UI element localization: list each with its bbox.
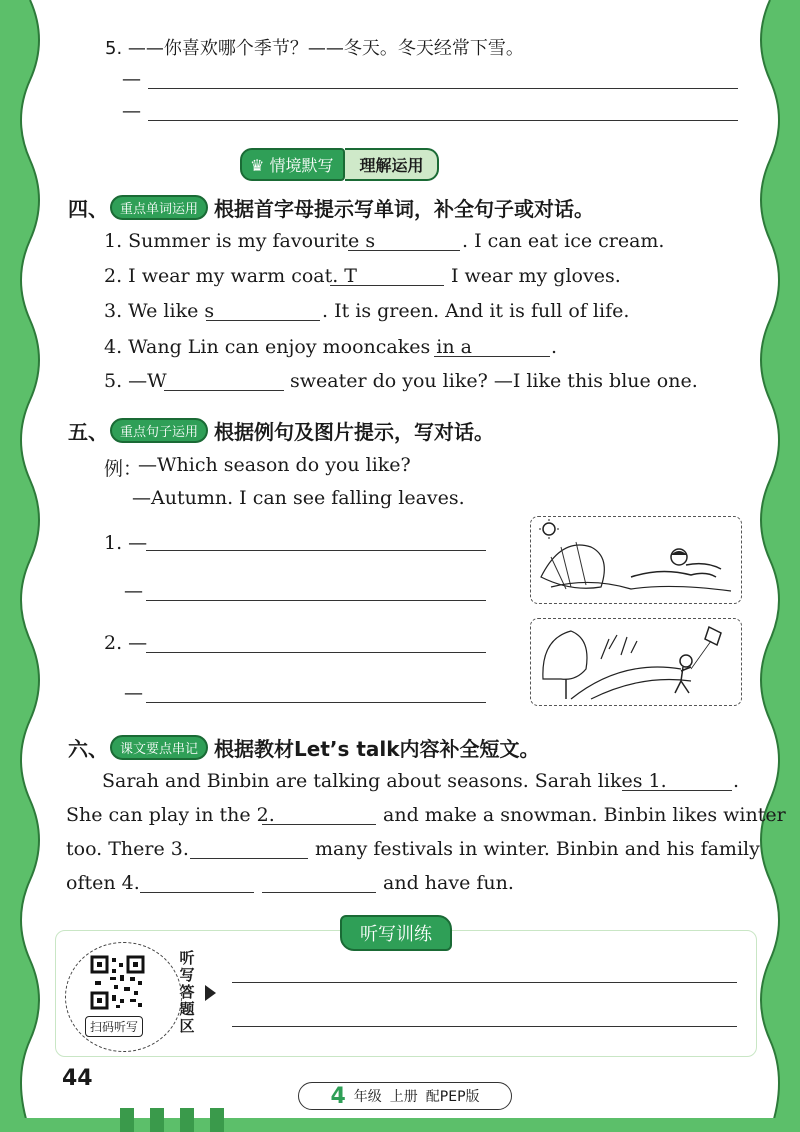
s4-item-4-b: . (551, 336, 558, 358)
s4-item-5-a: 5. —W (104, 370, 167, 392)
section-banner (240, 148, 439, 181)
dictation-title: 听写训练 (340, 915, 452, 951)
section-5-header: 五、 重点句子运用 根据例句及图片提示，写对话。 (68, 420, 495, 444)
s4-item-3-b: . It is green. And it is full of life. (322, 300, 630, 322)
medal-icon: ♛ (250, 156, 270, 175)
s4-item-2-b: I wear my gloves. (451, 265, 621, 287)
example-label: 例： (104, 458, 143, 480)
s4-item-1-a: 1. Summer is my favourite s (104, 230, 376, 252)
example-answer: —Autumn. I can see falling leaves. (132, 487, 465, 509)
s4-item-4-a: 4. Wang Lin can enjoy mooncakes in a (104, 336, 472, 358)
section-4-tag: 重点单词运用 (110, 195, 208, 220)
s5-item-2: 2. — (104, 632, 148, 654)
answer-line[interactable] (146, 652, 486, 653)
arrow-right-icon (205, 985, 216, 1001)
answer-line[interactable] (146, 550, 486, 551)
s5-item-2b: — (124, 682, 143, 704)
qr-code-icon[interactable] (90, 955, 145, 1010)
s6-line-1-post: . (733, 770, 740, 792)
answer-line[interactable] (146, 600, 486, 601)
swimming-illustration (531, 517, 741, 603)
s6-line-3-post: many festivals in winter. Binbin and his family (315, 838, 760, 860)
answer-line[interactable] (146, 702, 486, 703)
s4-item-5-b: sweater do you like? —I like this blue one. (290, 370, 698, 392)
answer-blank[interactable] (262, 892, 376, 893)
spring-kite-picture (530, 618, 742, 706)
banner-right: 理解运用 (345, 148, 439, 181)
section-5-tag: 重点句子运用 (110, 418, 208, 443)
answer-blank[interactable] (434, 356, 550, 357)
answer-blank[interactable] (190, 858, 308, 859)
left-decorative-border (0, 0, 52, 1132)
answer-line[interactable] (148, 88, 738, 89)
section-4-header: 四、 重点单词运用 根据首字母提示写单词，补全句子或对话。 (68, 197, 595, 221)
grade-number: 4 (330, 1083, 346, 1109)
s4-item-1-b: . I can eat ice cream. (462, 230, 665, 252)
q5-chinese-prompt: 5. ——你喜欢哪个季节？——冬天。冬天经常下雪。 (105, 38, 524, 59)
section-6-tag: 课文要点串记 (110, 735, 208, 760)
banner-left: ♛ 情境默写 (240, 148, 345, 181)
grade-text: 年级 (353, 1089, 382, 1105)
summer-swimming-picture (530, 516, 742, 604)
answer-area-label: 听 写 答 题 区 (179, 949, 195, 1035)
s4-item-3-a: 3. We like s (104, 300, 215, 322)
answer-blank[interactable] (206, 320, 320, 321)
s5-item-1b: — (124, 580, 143, 602)
s5-item-1: 1. — (104, 532, 148, 554)
example-question: —Which season do you like? (138, 454, 411, 476)
qr-label: 扫码听写 (85, 1016, 143, 1037)
s4-item-2-a: 2. I wear my warm coat. T (104, 265, 357, 287)
section-6-header: 六、 课文要点串记 根据教材Let’s talk内容补全短文。 (68, 737, 540, 761)
dictation-line[interactable] (232, 1026, 737, 1027)
answer-blank[interactable] (330, 285, 444, 286)
s6-line-2-post: and make a snowman. Binbin likes winter (383, 804, 786, 826)
page-number: 44 (62, 1066, 93, 1091)
answer-line[interactable] (148, 120, 738, 121)
kite-illustration (531, 619, 741, 705)
s6-line-2-pre: She can play in the 2. (66, 804, 275, 826)
s6-line-4-post: and have fun. (383, 872, 514, 894)
dictation-line[interactable] (232, 982, 737, 983)
answer-blank[interactable] (164, 390, 284, 391)
edition-text: 配PEP版 (425, 1089, 480, 1105)
term-text: 上册 (389, 1089, 418, 1105)
answer-blank[interactable] (348, 250, 460, 251)
s6-line-4-pre: often 4. (66, 872, 140, 894)
answer-blank[interactable] (262, 824, 376, 825)
s6-line-3-pre: too. There 3. (66, 838, 189, 860)
bottom-decorative-strip (0, 1100, 800, 1132)
answer-blank[interactable] (140, 892, 254, 893)
answer-blank[interactable] (622, 790, 732, 791)
q5-dash-1: — (122, 68, 141, 90)
s6-line-1-pre: Sarah and Binbin are talking about seasons. Sarah likes 1. (102, 770, 667, 792)
q5-dash-2: — (122, 100, 141, 122)
